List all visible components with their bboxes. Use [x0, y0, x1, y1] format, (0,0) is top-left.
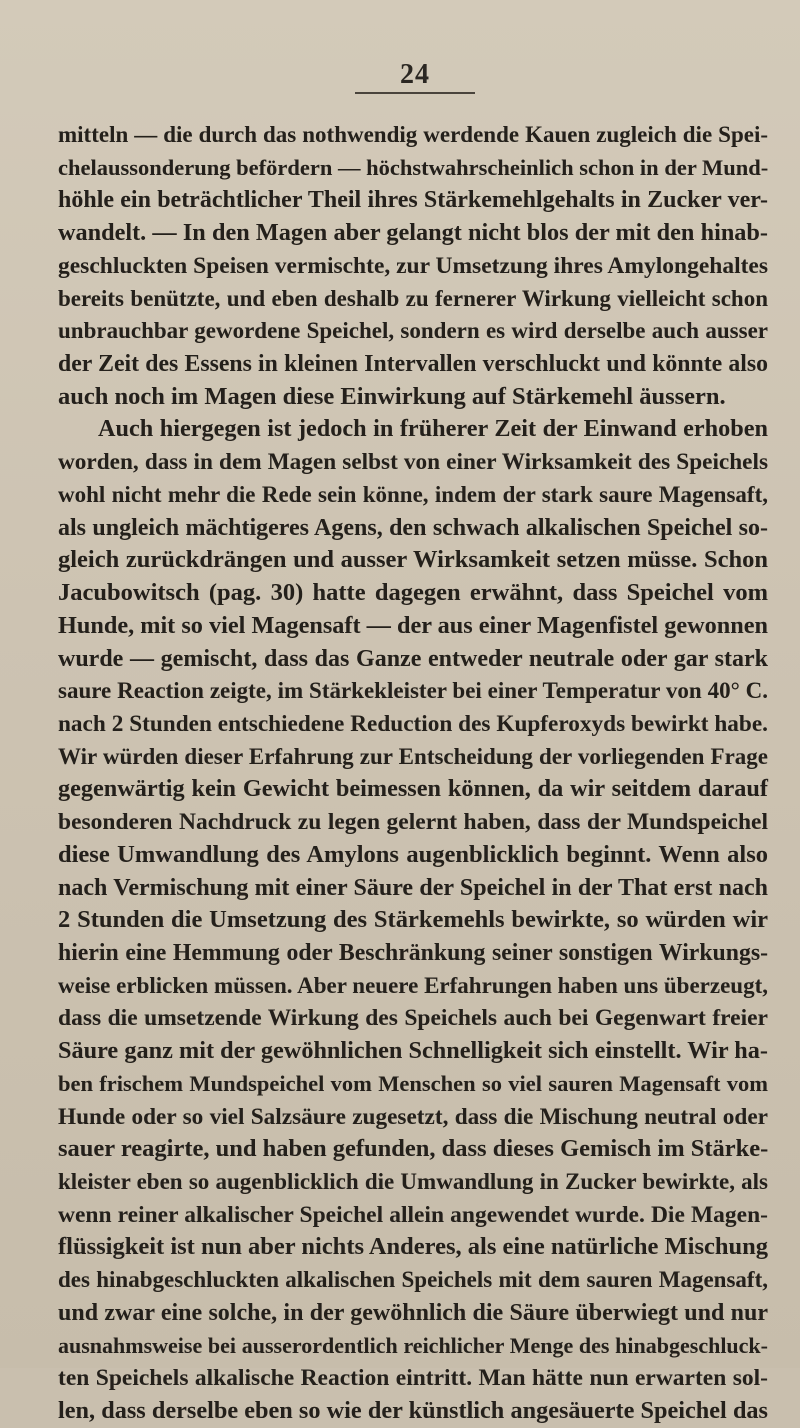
text-line: wandelt. — In den Magen aber gelangt nicht blos der mit den hinab-: [58, 219, 768, 247]
page-header: [320, 60, 510, 102]
text-line: gegenwärtig kein Gewicht beimessen können, da wir seitdem darauf: [58, 775, 768, 803]
text-line: auch noch im Magen diese Einwirkung auf Stärkemehl äussern.: [58, 382, 726, 410]
text-line: ten Speichels alkalische Reaction eintritt. Man hätte nun erwarten sol-: [58, 1365, 768, 1392]
page-number: 24: [400, 59, 430, 90]
text-line: 2 Stunden die Umsetzung des Stärkemehls bewirkte, so würden wir: [58, 906, 768, 934]
text-line: Hunde, mit so viel Magensaft — der aus einer Magenfistel gewonnen: [58, 611, 768, 639]
text-line: chelaussonderung befördern — höchstwahrscheinlich schon in der Mund-: [58, 154, 769, 180]
text-line: ben frischem Mundspeichel vom Menschen so viel sauren Magensaft vom: [58, 1070, 768, 1096]
text-line: Hunde oder so viel Salzsäure zugesetzt, dass die Mischung neutral oder: [58, 1103, 768, 1130]
text-line: hierin eine Hemmung oder Beschränkung seiner sonstigen Wirkungs-: [58, 939, 768, 966]
text-line: als ungleich mächtigeres Agens, den schwach alkalischen Speichel so-: [58, 514, 768, 541]
text-line: wohl nicht mehr die Rede sein könne, indem der stark saure Magensaft,: [58, 481, 768, 507]
text-line: gleich zurückdrängen und ausser Wirksamkeit setzen müsse. Schon: [58, 546, 768, 574]
text-line: kleister eben so augenblicklich die Umwandlung in Zucker bewirkte, als: [58, 1169, 768, 1194]
text-line: diese Umwandlung des Amylons augenblicklich beginnt. Wenn also: [58, 840, 768, 868]
text-line: bereits benützte, und eben deshalb zu fernerer Wirkung vielleicht schon: [58, 285, 768, 311]
text-line: wenn reiner alkalischer Speichel allein angewendet wurde. Die Magen-: [58, 1201, 768, 1228]
text-line: Wir würden dieser Erfahrung zur Entscheidung der vorliegenden Frage: [58, 743, 768, 769]
text-line: Säure ganz mit der gewöhnlichen Schnelligkeit sich einstellt. Wir ha-: [58, 1037, 768, 1065]
text-line: saure Reaction zeigte, im Stärkekleister bei einer Temperatur von 40° C.: [58, 678, 768, 704]
text-line: worden, dass in dem Magen selbst von einer Wirksamkeit des Speichels: [58, 449, 768, 476]
header-rule: [355, 92, 475, 94]
text-line: ausnahmsweise bei ausserordentlich reichlicher Menge des hinabgeschluck-: [58, 1332, 768, 1358]
text-line: mitteln — die durch das nothwendig werdende Kauen zugleich die Spei-: [58, 122, 768, 147]
text-line: sauer reagirte, und haben gefunden, dass dieses Gemisch im Stärke-: [58, 1135, 769, 1163]
text-line: unbrauchbar gewordene Speichel, sondern es wird derselbe auch ausser: [58, 318, 768, 344]
text-line: Jacubowitsch (pag. 30) hatte dagegen erwähnt, dass Speichel vom: [58, 579, 768, 607]
text-line: len, dass derselbe eben so wie der künstlich angesäuerte Speichel das: [58, 1397, 768, 1425]
text-line: nach 2 Stunden entschiedene Reduction des Kupferoxyds bewirkt habe.: [58, 710, 768, 737]
body-text: [58, 119, 768, 1428]
text-line: der Zeit des Essens in kleinen Intervallen verschluckt und könnte also: [58, 351, 768, 378]
text-line: höhle ein beträchtlicher Theil ihres Stärkemehlgehalts in Zucker ver-: [58, 187, 768, 214]
text-line: geschluckten Speisen vermischte, zur Umsetzung ihres Amylongehaltes: [58, 252, 768, 279]
text-line: weise erblicken müssen. Aber neuere Erfahrungen haben uns überzeugt,: [58, 972, 768, 998]
text-line: wurde — gemischt, dass das Ganze entweder neutrale oder gar stark: [58, 645, 768, 672]
text-line: und zwar eine solche, in der gewöhnlich die Säure überwiegt und nur: [58, 1299, 768, 1326]
text-line: dass die umsetzende Wirkung des Speichels auch bei Gegenwart freier: [58, 1005, 768, 1032]
text-line: Auch hiergegen ist jedoch in früherer Zeit der Einwand erhoben: [98, 415, 768, 443]
text-line: des hinabgeschluckten alkalischen Speichels mit dem sauren Magensaft,: [58, 1267, 768, 1293]
text-line: flüssigkeit ist nun aber nichts Anderes, als eine natürliche Mischung: [58, 1233, 768, 1261]
text-line: nach Vermischung mit einer Säure der Speichel in der That erst nach: [58, 874, 768, 901]
text-line: besonderen Nachdruck zu legen gelernt haben, dass der Mundspeichel: [58, 809, 768, 836]
